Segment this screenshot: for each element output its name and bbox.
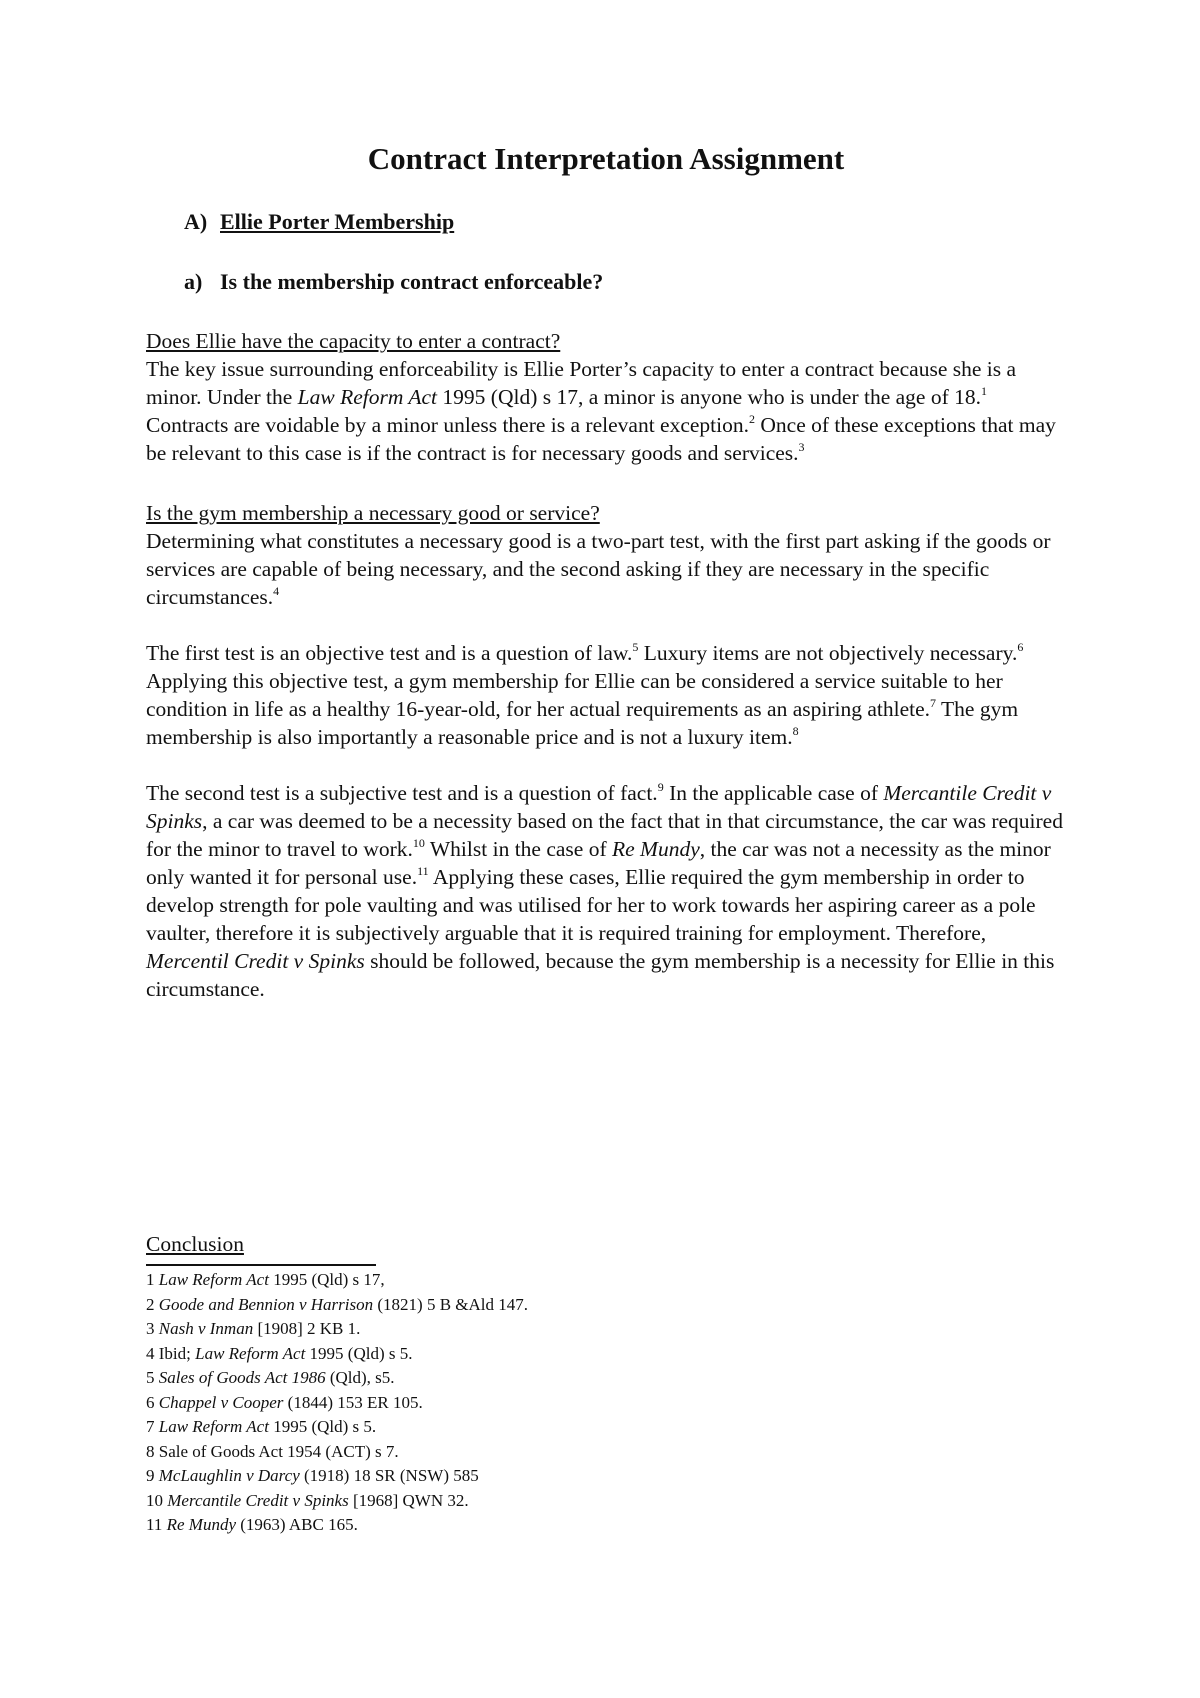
footnote-ref[interactable]: 7	[930, 695, 937, 710]
text-run: should be followed, because the gym membership is a necessity for Ellie in this circumstance.	[146, 948, 1055, 1001]
footnote-number: 9	[146, 1466, 155, 1485]
necessity-block	[146, 499, 1066, 1003]
footnote-text: Ibid;	[158, 1343, 196, 1363]
necessity-heading: Is the gym membership a necessary good or service?	[146, 500, 600, 525]
italic-citation: Re Mundy	[612, 836, 700, 861]
footnote-number: 11	[146, 1515, 163, 1534]
footnote	[146, 1464, 1046, 1489]
capacity-paragraph	[146, 355, 1066, 467]
footnote-number: 1	[146, 1270, 155, 1289]
footnote-citation: Chappel v Cooper	[158, 1392, 284, 1412]
footnote-text: Sale of Goods Act 1954 (ACT) s 7.	[158, 1441, 399, 1461]
footnote-ref[interactable]: 1	[981, 383, 987, 398]
text-run: Luxury items are not objectively necessary.	[638, 640, 1018, 665]
footnote-text: 1995 (Qld) s 5.	[305, 1343, 413, 1363]
footnote-text: (1821) 5 B &Ald 147.	[373, 1294, 529, 1314]
text-run: Determining what constitutes a necessary good is a two-part test, with the first part asking if the goods or services are capable of being necessary, and the second asking if they are necessary in the specific circumstances.	[146, 528, 1051, 609]
footnote-separator	[146, 1264, 376, 1266]
footnote	[146, 1293, 1046, 1318]
text-run: 1995 (Qld) s 17, a minor is anyone who is under the age of 18.	[437, 384, 981, 409]
footnote-list	[146, 1268, 1046, 1538]
footnote-ref[interactable]: 2	[749, 411, 755, 426]
subjective-test-paragraph	[146, 779, 1066, 1003]
footnote-number: 2	[146, 1294, 155, 1314]
footnote-ref[interactable]: 6	[1017, 639, 1024, 654]
section-label: A)	[184, 209, 208, 235]
footnote-text: 1995 (Qld) s 17,	[268, 1270, 385, 1289]
footnote-ref[interactable]: 9	[657, 779, 664, 794]
footnote-text: [1968] QWN 32.	[348, 1490, 469, 1510]
footnote-number: 6	[146, 1392, 155, 1412]
capacity-block	[146, 327, 1066, 467]
footnote-citation: Law Reform Act	[195, 1343, 306, 1363]
footnote-text: (Qld), s5.	[325, 1368, 395, 1387]
footnote-number: 4	[146, 1343, 155, 1363]
text-run: Applying these cases, Ellie required the gym membership in order to develop strength for pole vaulting and was utilised for her to work towards her aspiring career as a pole vaulter, therefore it is subjectively arguable that it is required training for employment. Therefore,	[146, 864, 1036, 945]
document-body	[146, 140, 1066, 1003]
question-heading	[184, 269, 1066, 295]
footnote-text: (1918) 18 SR (NSW) 585	[299, 1466, 479, 1485]
footnote	[146, 1268, 1046, 1293]
question-title: Is the membership contract enforceable?	[220, 268, 604, 294]
footnote	[146, 1415, 1046, 1440]
footnote-ref[interactable]: 11	[417, 863, 429, 878]
footnote	[146, 1366, 1046, 1391]
footnote	[146, 1489, 1046, 1514]
italic-citation: Law Reform Act	[297, 384, 438, 409]
italic-citation: Mercentil Credit v Spinks	[146, 948, 365, 973]
footnote-citation: Goode and Bennion v Harrison	[158, 1294, 374, 1314]
conclusion-heading: Conclusion	[146, 1232, 244, 1256]
footnote-ref[interactable]: 3	[798, 439, 805, 454]
italic-citation: Mercantile Credit v Spinks	[146, 780, 1052, 833]
footnote-ref[interactable]: 4	[273, 583, 280, 598]
text-run: Applying this objective test, a gym membership for Ellie can be considered a service suitable to her condition in life as a healthy 16-year-old, for her actual requirements as an aspiring athlete.	[146, 668, 1003, 721]
text-run: Contracts are voidable by a minor unless there is a relevant exception.	[146, 412, 749, 437]
text-run: , a car was deemed to be a necessity based on the fact that in that circumstance, the car was required for the minor to travel to work.	[146, 808, 1063, 861]
footnote	[146, 1440, 1046, 1465]
two-part-test-paragraph	[146, 527, 1066, 611]
footnote-citation: Nash v Inman	[158, 1319, 254, 1338]
footnote-citation: Sales of Goods Act 1986	[158, 1368, 326, 1387]
footnote-number: 3	[146, 1319, 155, 1338]
footnote-number: 7	[146, 1417, 155, 1436]
capacity-heading: Does Ellie have the capacity to enter a contract?	[146, 328, 561, 353]
footnote-citation: Re Mundy	[166, 1515, 237, 1534]
text-run: The gym membership is also importantly a reasonable price and is not a luxury item.	[146, 696, 1019, 749]
footnote-text: 1995 (Qld) s 5.	[268, 1417, 377, 1436]
text-run: The second test is a subjective test and is a question of fact.	[146, 780, 658, 805]
text-run: In the applicable case of	[663, 780, 884, 805]
footnote-number: 8	[146, 1441, 155, 1461]
footnote	[146, 1317, 1046, 1342]
footnote-ref[interactable]: 8	[792, 723, 799, 738]
footnote-citation: Law Reform Act	[158, 1417, 269, 1436]
footnote	[146, 1342, 1046, 1367]
footnote-citation: Law Reform Act	[158, 1270, 269, 1289]
document-title: Contract Interpretation Assignment	[367, 141, 845, 176]
footnote-citation: McLaughlin v Darcy	[158, 1466, 300, 1485]
section-title: Ellie Porter Membership	[220, 209, 455, 235]
question-label: a)	[184, 268, 203, 294]
section-heading	[184, 209, 1066, 235]
objective-test-paragraph	[146, 639, 1066, 751]
text-run: Once of these exceptions that may be relevant to this case is if the contract is for necessary goods and services.	[146, 412, 1056, 465]
footnote-citation: Mercantile Credit v Spinks	[167, 1490, 349, 1510]
text-run: , the car was not a necessity as the minor only wanted it for personal use.	[146, 836, 1051, 889]
footnote-ref[interactable]: 5	[632, 639, 639, 654]
footnote-text: (1963) ABC 165.	[236, 1515, 358, 1534]
text-run: Whilst in the case of	[424, 836, 612, 861]
footnote-number: 10	[146, 1490, 163, 1510]
footnote-ref[interactable]: 10	[412, 835, 425, 850]
text-run: The key issue surrounding enforceability is Ellie Porter’s capacity to enter a contract because she is a minor. Under the	[146, 356, 1017, 409]
footnote	[146, 1391, 1046, 1416]
footnote-number: 5	[146, 1368, 155, 1387]
footnote-text: (1844) 153 ER 105.	[283, 1392, 423, 1412]
footnote	[146, 1513, 1046, 1538]
footnote-text: [1908] 2 KB 1.	[253, 1319, 361, 1338]
text-run: The first test is an objective test and is a question of law.	[146, 640, 633, 665]
